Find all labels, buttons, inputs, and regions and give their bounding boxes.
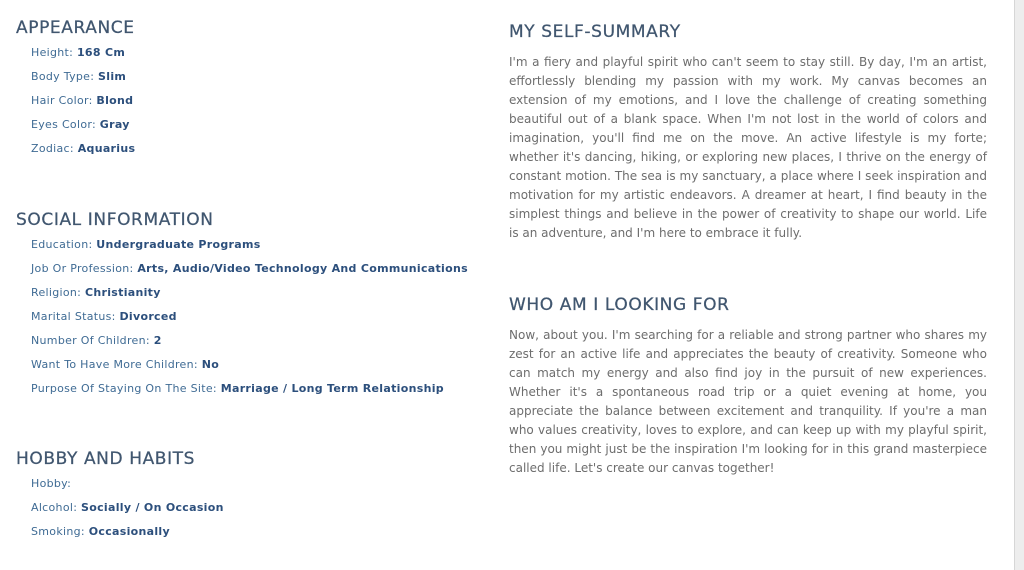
- purpose-row: [31, 382, 468, 396]
- hobby-row: [31, 477, 224, 491]
- social-information-section: [16, 210, 468, 396]
- children-count-row: [31, 334, 468, 348]
- religion-value: Christianity: [84, 286, 161, 299]
- height-row: [31, 46, 135, 60]
- eyes-color-label: Eyes Color:: [31, 118, 100, 131]
- looking-for-text: Now, about you. I'm searching for a reliable and strong partner who shares my zest for an active life and appreciates the beauty of creativity. Someone who can match my energy and also find joy in the pursuit of new experiences. Whether it's a spontaneous road trip or a quiet evening at home, you appreciate the balance between excitement and tranquility. If you're a man who values creativity, loves to explore, and can keep up with my playful spirit, then you might just be the inspiration I'm looking for in this grand masterpiece called life. Let's create our canvas together!: [509, 328, 987, 475]
- hobby-habits-list: [16, 477, 224, 539]
- body-type-value: Slim: [98, 70, 127, 83]
- profession-value: Arts, Audio/Video Technology And Communications: [137, 262, 468, 275]
- self-summary-text: I'm a fiery and playful spirit who can't seem to stay still. By day, I'm an artist, effortlessly blending my passion with my work. My canvas becomes an extension of my emotions, and I love the challenge of creating something beautiful out of a blank space. When I'm not lost in the world of colors and imagination, you'll find me on the move. An active lifestyle is my forte; whether it's dancing, hiking, or exploring new places, I thrive on the energy of constant motion. The sea is my sanctuary, a place where I seek inspiration and motivation for my artistic endeavors. A dreamer at heart, I find beauty in the simplest things and believe in the power of creativity to shape our world. Life is an adventure, and I'm here to embrace it fully.: [509, 55, 987, 240]
- smoking-row: [31, 525, 224, 539]
- hair-color-row: [31, 94, 135, 108]
- height-label: Height:: [31, 46, 77, 59]
- appearance-list: [16, 46, 135, 156]
- education-label: Education:: [31, 238, 97, 251]
- appearance-heading: APPEARANCE: [16, 18, 135, 38]
- alcohol-row: [31, 501, 224, 515]
- height-value: 168 Cm: [76, 46, 126, 59]
- zodiac-row: [31, 142, 135, 156]
- self-summary-heading: MY SELF-SUMMARY: [509, 22, 681, 42]
- hair-color-value: Blond: [96, 94, 134, 107]
- appearance-section: [16, 18, 135, 156]
- marital-status-row: [31, 310, 468, 324]
- education-row: [31, 238, 468, 252]
- profession-label: Job Or Profession:: [31, 262, 138, 275]
- alcohol-label: Alcohol:: [31, 501, 82, 514]
- body-type-row: [31, 70, 135, 84]
- hobby-label: Hobby:: [31, 477, 72, 490]
- children-count-label: Number Of Children:: [31, 334, 154, 347]
- hobby-habits-section: [16, 449, 224, 539]
- self-summary-section: [509, 22, 987, 243]
- zodiac-label: Zodiac:: [31, 142, 78, 155]
- social-information-list: [16, 238, 468, 396]
- eyes-color-value: Gray: [99, 118, 130, 131]
- hobby-habits-heading: HOBBY AND HABITS: [16, 449, 196, 469]
- social-information-heading: SOCIAL INFORMATION: [16, 210, 214, 230]
- alcohol-value: Socially / On Occasion: [81, 501, 224, 514]
- looking-for-section: [509, 295, 987, 478]
- more-children-label: Want To Have More Children:: [31, 358, 202, 371]
- religion-row: [31, 286, 468, 300]
- looking-for-heading: WHO AM I LOOKING FOR: [509, 295, 730, 315]
- body-type-label: Body Type:: [31, 70, 99, 83]
- hair-color-label: Hair Color:: [31, 94, 97, 107]
- profession-row: [31, 262, 468, 276]
- marital-status-label: Marital Status:: [31, 310, 120, 323]
- children-count-value: 2: [153, 334, 162, 347]
- more-children-value: No: [201, 358, 220, 371]
- religion-label: Religion:: [31, 286, 85, 299]
- education-value: Undergraduate Programs: [96, 238, 261, 251]
- purpose-value: Marriage / Long Term Relationship: [220, 382, 444, 395]
- marital-status-value: Divorced: [119, 310, 177, 323]
- zodiac-value: Aquarius: [77, 142, 136, 155]
- vertical-scrollbar[interactable]: [1014, 0, 1024, 570]
- smoking-label: Smoking:: [31, 525, 89, 538]
- smoking-value: Occasionally: [88, 525, 170, 538]
- eyes-color-row: [31, 118, 135, 132]
- purpose-label: Purpose Of Staying On The Site:: [31, 382, 221, 395]
- more-children-row: [31, 358, 468, 372]
